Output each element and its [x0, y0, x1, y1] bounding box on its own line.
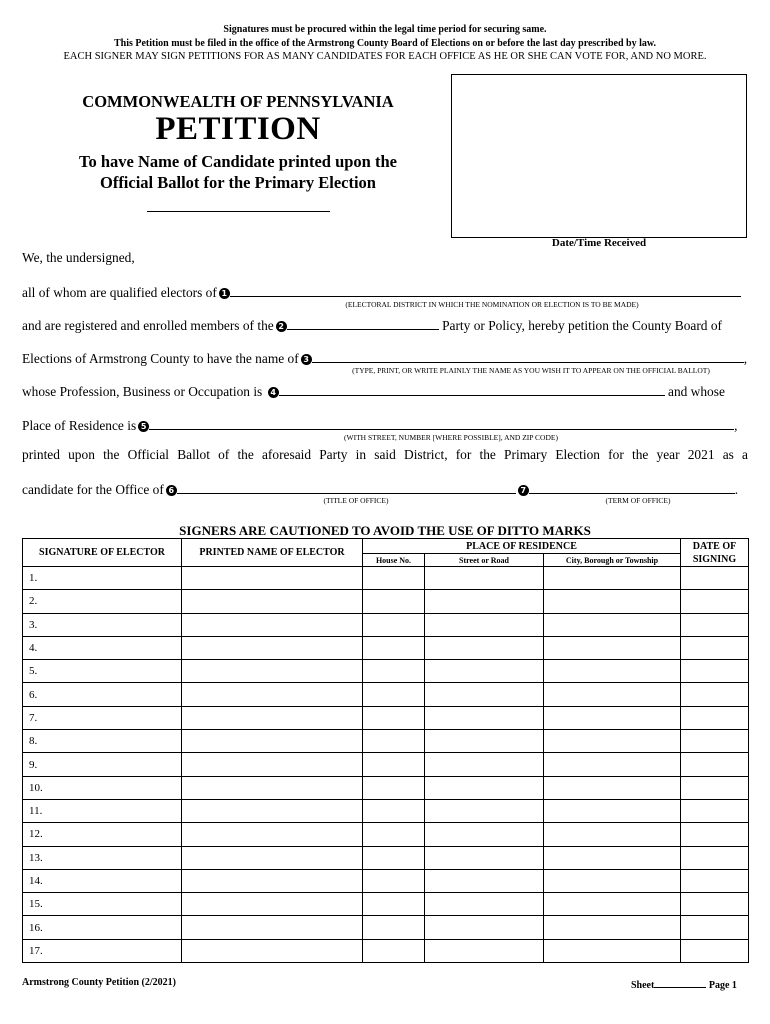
printed-name-cell[interactable]: [182, 823, 363, 846]
page-title: PETITION: [155, 111, 321, 147]
street-cell[interactable]: [425, 753, 544, 776]
printed-name-cell[interactable]: [182, 799, 363, 822]
date-signed-cell[interactable]: [681, 939, 749, 962]
printed-name-cell[interactable]: [182, 939, 363, 962]
street-cell[interactable]: [425, 939, 544, 962]
table-row: [23, 660, 749, 683]
marker-6-icon: 6: [166, 485, 177, 496]
petition-subtitle: [22, 151, 454, 193]
printed-name-cell[interactable]: [182, 916, 363, 939]
city-cell[interactable]: [544, 706, 681, 729]
row-number: 2.: [29, 595, 38, 608]
office-title-caption: (TITLE OF OFFICE): [323, 496, 389, 505]
street-cell[interactable]: [425, 683, 544, 706]
residence-line: [22, 417, 748, 434]
date-signed-cell[interactable]: [681, 683, 749, 706]
signature-cell[interactable]: [23, 869, 182, 892]
date-signed-cell[interactable]: [681, 660, 749, 683]
signature-cell[interactable]: [23, 753, 182, 776]
city-cell[interactable]: [544, 683, 681, 706]
profession-text: whose Profession, Business or Occupation is: [22, 384, 263, 399]
occupation-field[interactable]: [279, 383, 665, 396]
house-no-cell[interactable]: [363, 823, 425, 846]
row-number: 1.: [29, 572, 38, 585]
signature-cell[interactable]: [23, 916, 182, 939]
registered-text: and are registered and enrolled members of the: [22, 318, 274, 333]
table-row: [23, 683, 749, 706]
date-time-received-label: Date/Time Received: [551, 237, 647, 249]
electoral-district-line: [22, 284, 748, 301]
row-number: 6.: [29, 688, 38, 701]
city-cell[interactable]: [544, 823, 681, 846]
footer-sheet-page: [631, 977, 737, 991]
office-term-caption: (TERM OF OFFICE): [605, 496, 671, 505]
residence-comma: ,: [734, 418, 738, 433]
table-row: [23, 730, 749, 753]
header-notice-time-period: Signatures must be procured within the legal time period for securing same.: [223, 24, 547, 35]
street-cell[interactable]: [425, 869, 544, 892]
office-period: .: [734, 482, 739, 497]
row-number: 4.: [29, 642, 38, 655]
date-signed-cell[interactable]: [681, 799, 749, 822]
marker-3-icon: 3: [301, 354, 312, 365]
party-line: [22, 317, 748, 334]
col-header-residence: PLACE OF RESIDENCE: [363, 539, 681, 554]
printed-name-cell[interactable]: [182, 567, 363, 590]
marker-2-icon: 2: [276, 321, 287, 332]
printed-name-cell[interactable]: [182, 846, 363, 869]
street-cell[interactable]: [425, 893, 544, 916]
house-no-cell[interactable]: [363, 916, 425, 939]
city-cell[interactable]: [544, 776, 681, 799]
signature-cell[interactable]: [23, 590, 182, 613]
printed-name-cell[interactable]: [182, 753, 363, 776]
printed-name-cell[interactable]: [182, 683, 363, 706]
sheet-number-field[interactable]: [654, 977, 706, 988]
marker-7-icon: 7: [518, 485, 529, 496]
street-cell[interactable]: [425, 916, 544, 939]
col-header-date-line2: SIGNING: [692, 553, 737, 565]
city-cell[interactable]: [544, 730, 681, 753]
table-row: [23, 567, 749, 590]
house-no-cell[interactable]: [363, 567, 425, 590]
printed-name-cell[interactable]: [182, 706, 363, 729]
date-signed-cell[interactable]: [681, 730, 749, 753]
signature-cell[interactable]: [23, 660, 182, 683]
header-notice-signers: EACH SIGNER MAY SIGN PETITIONS FOR AS MANY CANDIDATES FOR EACH OFFICE AS HE OR SHE CAN VOTE FOR, AND NO MORE.: [63, 51, 707, 62]
city-cell[interactable]: [544, 893, 681, 916]
printed-name-cell[interactable]: [182, 590, 363, 613]
table-row: [23, 823, 749, 846]
row-number: 10.: [29, 781, 43, 794]
table-row: [23, 753, 749, 776]
table-row: [23, 846, 749, 869]
table-row: [23, 893, 749, 916]
marker-4-icon: 4: [268, 387, 279, 398]
signature-cell[interactable]: [23, 636, 182, 659]
date-signed-cell[interactable]: [681, 846, 749, 869]
col-header-date-line1: DATE OF: [692, 540, 737, 552]
row-number: 3.: [29, 618, 38, 631]
residence-caption: (WITH STREET, NUMBER [WHERE POSSIBLE], AND ZIP CODE): [344, 433, 558, 442]
street-cell[interactable]: [425, 567, 544, 590]
commonwealth-heading: COMMONWEALTH OF PENNSYLVANIA: [82, 92, 394, 111]
office-title-field[interactable]: [177, 481, 516, 494]
col-header-signature: SIGNATURE OF ELECTOR: [23, 539, 182, 567]
street-cell[interactable]: [425, 613, 544, 636]
table-row: [23, 799, 749, 822]
street-cell[interactable]: [425, 730, 544, 753]
page-number: Page 1: [708, 980, 737, 991]
row-number: 11.: [29, 805, 43, 818]
signature-cell[interactable]: [23, 823, 182, 846]
row-number: 7.: [29, 711, 38, 724]
row-number: 9.: [29, 758, 38, 771]
marker-5-icon: 5: [138, 421, 149, 432]
city-cell[interactable]: [544, 636, 681, 659]
signature-table: [22, 538, 749, 963]
office-term-field[interactable]: [529, 481, 735, 494]
printed-ballot-text: printed upon the Official Ballot of the aforesaid Party in said District, for the Primary Election for the year 2021 as a: [22, 447, 748, 462]
table-row: [23, 706, 749, 729]
and-whose-text: and whose: [668, 384, 725, 399]
city-cell[interactable]: [544, 846, 681, 869]
date-signed-cell[interactable]: [681, 567, 749, 590]
header-notice-filing: This Petition must be filed in the office of the Armstrong County Board of Elections on or before the last day prescribed by law.: [113, 38, 657, 49]
signature-cell[interactable]: [23, 799, 182, 822]
residence-text: Place of Residence is: [22, 418, 137, 433]
signature-cell[interactable]: [23, 939, 182, 962]
house-no-cell[interactable]: [363, 660, 425, 683]
city-cell[interactable]: [544, 567, 681, 590]
house-no-cell[interactable]: [363, 753, 425, 776]
date-signed-cell[interactable]: [681, 893, 749, 916]
street-cell[interactable]: [425, 823, 544, 846]
signature-cell[interactable]: [23, 776, 182, 799]
city-cell[interactable]: [544, 753, 681, 776]
street-cell[interactable]: [425, 590, 544, 613]
street-cell[interactable]: [425, 636, 544, 659]
city-cell[interactable]: [544, 590, 681, 613]
house-no-cell[interactable]: [363, 939, 425, 962]
printed-name-cell[interactable]: [182, 660, 363, 683]
street-cell[interactable]: [425, 799, 544, 822]
table-row: [23, 590, 749, 613]
date-signed-cell[interactable]: [681, 916, 749, 939]
date-signed-cell[interactable]: [681, 590, 749, 613]
candidate-name-line: [22, 350, 748, 367]
table-row: [23, 869, 749, 892]
col-header-city: City, Borough or Township: [544, 554, 681, 567]
col-header-street: Street or Road: [425, 554, 544, 567]
signature-cell[interactable]: [23, 613, 182, 636]
candidate-name-caption: (TYPE, PRINT, OR WRITE PLAINLY THE NAME AS YOU WISH IT TO APPEAR ON THE OFFICIAL BALLOT): [352, 366, 710, 375]
candidate-office-text: candidate for the Office of: [22, 482, 164, 497]
date-signed-cell[interactable]: [681, 776, 749, 799]
house-no-cell[interactable]: [363, 846, 425, 869]
row-number: 8.: [29, 735, 38, 748]
candidate-name-field[interactable]: [312, 350, 744, 363]
signature-cell[interactable]: [23, 683, 182, 706]
footer-form-id: Armstrong County Petition (2/2021): [22, 977, 176, 988]
date-signed-cell[interactable]: [681, 753, 749, 776]
house-no-cell[interactable]: [363, 706, 425, 729]
residence-field[interactable]: [149, 417, 734, 430]
signature-cell[interactable]: [23, 706, 182, 729]
marker-1-icon: 1: [219, 288, 230, 299]
ditto-warning-heading: SIGNERS ARE CAUTIONED TO AVOID THE USE OF DITTO MARKS: [179, 523, 591, 538]
date-signed-cell[interactable]: [681, 636, 749, 659]
signature-cell[interactable]: [23, 846, 182, 869]
printed-name-cell[interactable]: [182, 636, 363, 659]
col-header-house-no: House No.: [363, 554, 425, 567]
date-signed-cell[interactable]: [681, 869, 749, 892]
date-signed-cell[interactable]: [681, 823, 749, 846]
house-no-cell[interactable]: [363, 730, 425, 753]
house-no-cell[interactable]: [363, 636, 425, 659]
row-number: 12.: [29, 828, 43, 841]
city-cell[interactable]: [544, 939, 681, 962]
candidate-name-comma: ,: [743, 351, 748, 366]
printed-name-cell[interactable]: [182, 730, 363, 753]
city-cell[interactable]: [544, 613, 681, 636]
row-number: 14.: [29, 875, 43, 887]
party-field[interactable]: [287, 317, 439, 330]
row-number: 5.: [29, 665, 38, 678]
street-cell[interactable]: [425, 706, 544, 729]
table-row: [23, 776, 749, 799]
subtitle-line-2: Official Ballot for the Primary Election: [99, 173, 376, 192]
row-number: 13.: [29, 851, 43, 864]
col-header-printed-name: PRINTED NAME OF ELECTOR: [182, 539, 363, 567]
street-cell[interactable]: [425, 776, 544, 799]
table-row: [23, 939, 749, 962]
signature-cell[interactable]: [23, 567, 182, 590]
city-cell[interactable]: [544, 660, 681, 683]
printed-name-cell[interactable]: [182, 613, 363, 636]
date-signed-cell[interactable]: [681, 613, 749, 636]
date-signed-cell[interactable]: [681, 706, 749, 729]
city-cell[interactable]: [544, 869, 681, 892]
house-no-cell[interactable]: [363, 590, 425, 613]
printed-name-cell[interactable]: [182, 776, 363, 799]
col-header-date: [681, 539, 749, 567]
date-time-received-box: [451, 74, 747, 238]
house-no-cell[interactable]: [363, 683, 425, 706]
table-row: [23, 613, 749, 636]
house-no-cell[interactable]: [363, 869, 425, 892]
house-no-cell[interactable]: [363, 893, 425, 916]
city-cell[interactable]: [544, 916, 681, 939]
signature-cell[interactable]: [23, 730, 182, 753]
party-petition-text: Party or Policy, hereby petition the County Board of: [442, 318, 722, 333]
undersigned-text: We, the undersigned,: [22, 250, 135, 265]
printed-name-cell[interactable]: [182, 893, 363, 916]
subtitle-blank-line[interactable]: [147, 210, 330, 212]
table-row: [23, 916, 749, 939]
electors-text: all of whom are qualified electors of: [22, 285, 217, 300]
subtitle-line-1: To have Name of Candidate printed upon the: [79, 152, 397, 171]
signature-rows: [23, 567, 749, 963]
electoral-district-caption: (ELECTORAL DISTRICT IN WHICH THE NOMINATION OR ELECTION IS TO BE MADE): [345, 300, 639, 309]
table-row: [23, 636, 749, 659]
house-no-cell[interactable]: [363, 776, 425, 799]
elections-text: Elections of Armstrong County to have the name of: [22, 351, 299, 366]
street-cell[interactable]: [425, 846, 544, 869]
house-no-cell[interactable]: [363, 613, 425, 636]
city-cell[interactable]: [544, 799, 681, 822]
signature-cell[interactable]: [23, 893, 182, 916]
sheet-label: Sheet: [631, 980, 655, 991]
printed-name-cell[interactable]: [182, 869, 363, 892]
row-number: 16.: [29, 921, 43, 934]
occupation-line: [22, 383, 748, 400]
house-no-cell[interactable]: [363, 799, 425, 822]
row-number: 15.: [29, 898, 43, 911]
street-cell[interactable]: [425, 660, 544, 683]
electoral-district-field[interactable]: [230, 284, 741, 297]
row-number: 17.: [29, 944, 43, 957]
